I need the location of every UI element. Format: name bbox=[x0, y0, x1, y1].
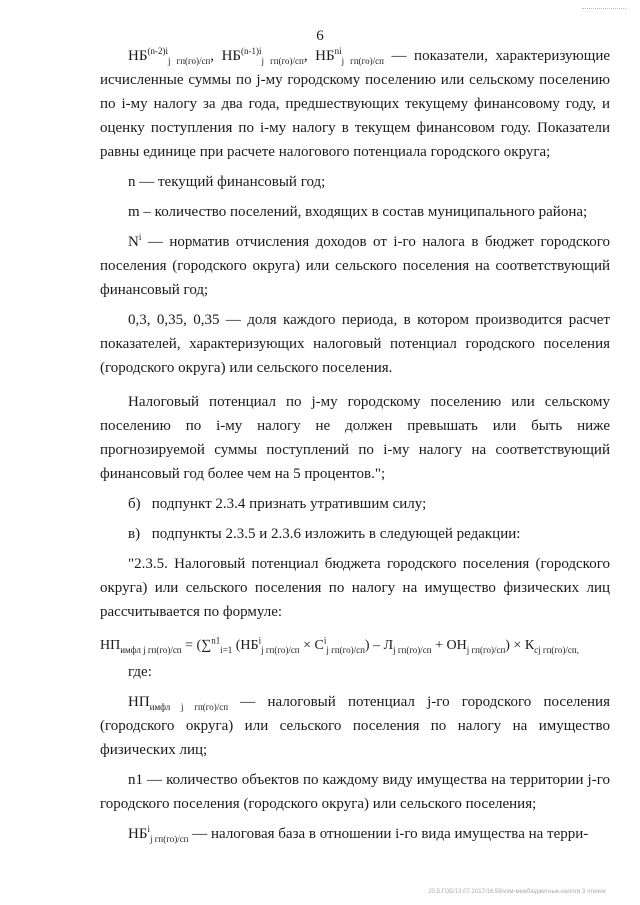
paragraph-m-definition: m – количество поселений, входящих в состав муниципального района; bbox=[128, 204, 588, 220]
paragraph-indicators: $НБ^{(n-2)i}_{j гп(го)/сп}$, $НБ^{(n-1)i}_{j гп(го)/сп}$, $НБ^{ni}_{j гп(го)/сп}$ — показатели, характеризующие исчисленные суммы по j-му городскому поселению или сельскому поселению по i-му налогу за два года, предшествующих текущему финансовому году, и оценку поступления по i-му налогу в текущем финансовом году. Показатели равны единице при расчете налогового потенциала городского округа; bbox=[100, 46, 611, 160]
paragraph-nb-definition: $НБ^i_{j гп(го)/сп}$ — налоговая база в отношении i-го вида имущества на терри- bbox=[128, 824, 589, 844]
formula: $НП_{имфл j гп(го)/сп} = (\sum^{n1}_{i=1}$ $(НБ^i_{j гп(го)/сп} \times С^i_{j гп(го)/сп}) - Л_{j гп(го)/сп} + ОН_{j гп(го)/сп}) \times К_{сj гп(го)/сп,}$ bbox=[100, 635, 579, 655]
list-item-b: б) подпункт 2.3.4 признать утратившим силу; bbox=[128, 496, 427, 512]
footer-stamp: 20.5.ГОБ/13.07.2017/16:58/изм-межбюджетные-налоги 3 чтение bbox=[428, 889, 606, 895]
header-mark: · · · · · · · · bbox=[582, 8, 626, 15]
document-body bbox=[100, 44, 610, 846]
paragraph-formula-intro: "2.3.5. Налоговый потенциал бюджета городского поселения (городского округа) или сельского поселения по налогу на имущество физических лиц рассчитывается по формуле: bbox=[100, 556, 610, 620]
paragraph-n1-definition: n1 — количество объектов по каждому виду имущества на территории j-го городского поселения (городского округа) или сельского поселения; bbox=[100, 772, 610, 812]
page-number: 6 bbox=[316, 28, 324, 44]
paragraph-n-definition: n — текущий финансовый год; bbox=[128, 174, 326, 190]
paragraph-where: где: bbox=[128, 664, 152, 680]
list-item-v: в) подпункты 2.3.5 и 2.3.6 изложить в следующей редакции: bbox=[128, 526, 521, 542]
paragraph-shares: 0,3, 0,35, 0,35 — доля каждого периода, в котором производится расчет показателей, характеризующих налоговый потенциал городского поселения (городского округа) или сельского поселения. bbox=[100, 312, 610, 376]
paragraph-norm-definition: $N^i$ — норматив отчисления доходов от i-го налога в бюджет городского поселения (городского округа) или сельского поселения на соответствующий финансовый год; bbox=[100, 232, 610, 298]
paragraph-np-definition: $НП_{имфл j гп(го)/сп}$ — налоговый потенциал j-го городского поселения (городского округа) или сельского поселения по налогу на имущество физических лиц; bbox=[100, 694, 610, 758]
paragraph-limit: Налоговый потенциал по j-му городскому поселению или сельскому поселению по i-му налогу не должен превышать или быть ниже прогнозируемой суммы поступлений по i-му налогу на соответствующий финансовый год более чем на 5 процентов."; bbox=[100, 394, 610, 482]
